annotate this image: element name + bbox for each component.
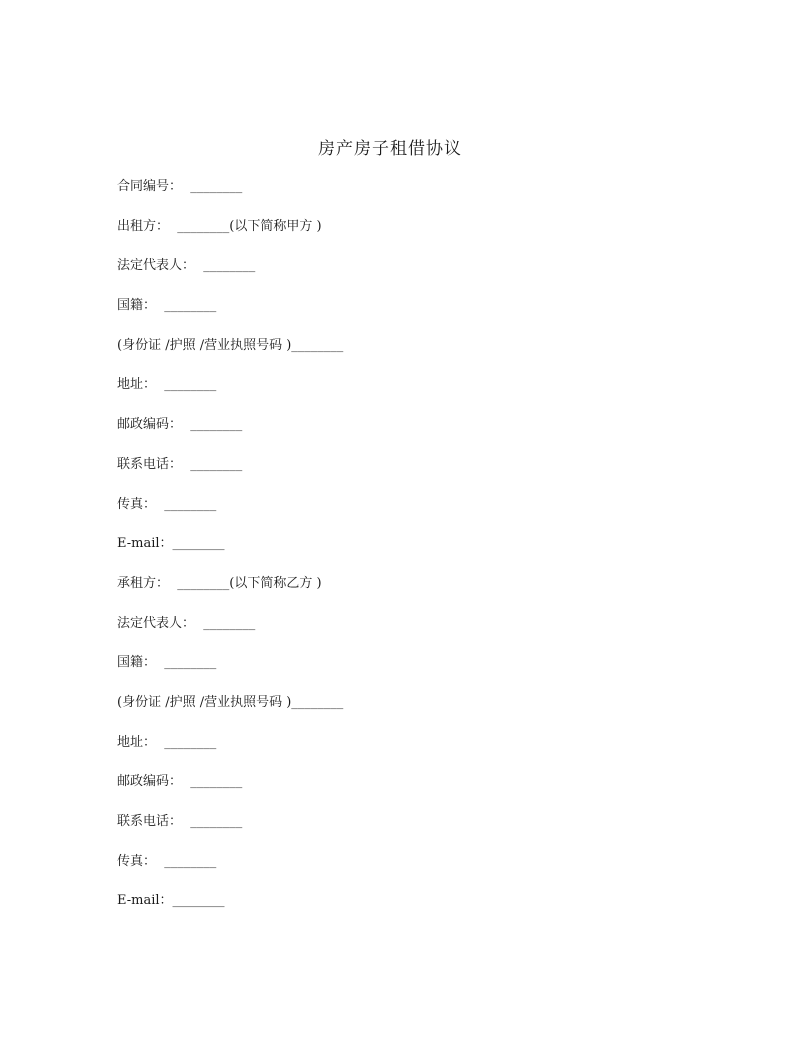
lessee-nationality-line: 国籍： ________ [117,655,217,671]
lessee-line: 承租方： ________(以下简称乙方 ) [117,575,322,591]
lessee-fax-line: 传真： ________ [117,853,217,869]
lessee-address-line: 地址： ________ [117,734,217,750]
lessor-phone-line: 联系电话： ________ [117,456,243,472]
contract-fields [117,176,717,930]
lessee-phone-line: 联系电话： ________ [117,814,243,829]
lessor-fax-line: 传真： ________ [117,496,217,512]
lessee-representative-line: 法定代表人： ________ [117,615,256,631]
lessee-postcode-line: 邮政编码： ________ [117,774,243,790]
lessor-email-line: E-mail：________ [117,536,225,552]
lessor-address-line: 地址： ________ [117,377,217,393]
lessor-id-line: (身份证 /护照 /营业执照号码 )________ [117,337,344,353]
lessor-line: 出租方： ________(以下简称甲方 ) [117,218,322,234]
lessee-email-line: E-mail：________ [117,893,225,909]
lessee-id-line: (身份证 /护照 /营业执照号码 )________ [117,694,344,710]
lessor-nationality-line: 国籍： ________ [117,298,217,314]
document-title: 房产房子租借协议 [318,139,462,159]
lessor-representative-line: 法定代表人： ________ [117,258,256,274]
contract-number-line: 合同编号： ________ [117,179,243,194]
lessor-postcode-line: 邮政编码： ________ [117,417,243,433]
